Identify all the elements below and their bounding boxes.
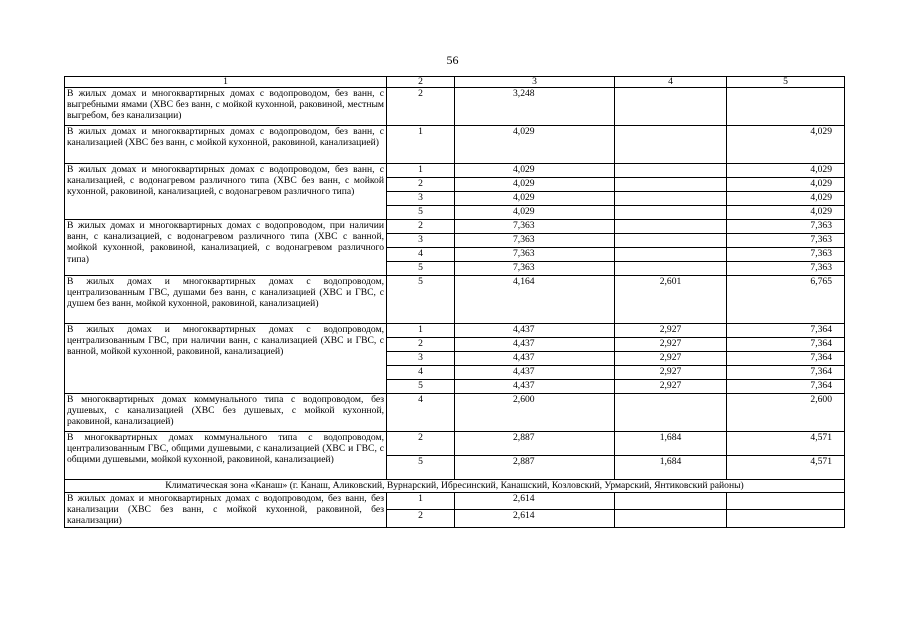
hot-water-cell: 2,927	[615, 324, 727, 338]
table-row	[65, 126, 845, 164]
housing-type-description: В жилых домах и многоквартирных домах с водопроводом, без ванн, с канализацией, с водонагревом различного типа (ХВС без ванн, с мойкой кухонной, раковиной, канализацией, с водонагревом различного типа)	[65, 164, 387, 220]
column-header-2: 2	[387, 77, 455, 88]
floors-cell: 1	[387, 126, 455, 164]
cold-water-cell: 4,437	[455, 352, 615, 366]
cold-water-cell: 4,437	[455, 338, 615, 352]
housing-type-description: В жилых домах и многоквартирных домах с водопроводом, централизованным ГВС, при наличии ванн, с канализацией (ХВС и ГВС, с ванной, мойкой кухонной, раковиной, канализацией)	[65, 324, 387, 394]
floors-cell: 2	[387, 510, 455, 527]
total-cell	[727, 510, 845, 527]
cold-water-cell: 2,614	[455, 510, 615, 527]
housing-type-description: В жилых домах и многоквартирных домах с водопроводом, без ванн, без канализации (ХВС без ванн, с мойкой кухонной, раковиной, без канализации)	[65, 493, 387, 528]
housing-type-description: В многоквартирных домах коммунального типа с водопроводом, централизованным ГВС, общими душевыми, с канализацией (ХВС и ГВС, с общими душевыми, мойкой кухонной, раковиной, канализацией)	[65, 432, 387, 480]
hot-water-cell: 1,684	[615, 432, 727, 456]
total-cell: 7,364	[727, 324, 845, 338]
header-row	[65, 77, 845, 88]
floors-cell: 3	[387, 192, 455, 206]
cold-water-cell: 4,029	[455, 192, 615, 206]
total-cell: 7,364	[727, 366, 845, 380]
hot-water-cell	[615, 394, 727, 432]
hot-water-cell: 2,927	[615, 366, 727, 380]
total-cell: 4,029	[727, 178, 845, 192]
cold-water-cell: 2,887	[455, 432, 615, 456]
total-cell: 7,363	[727, 248, 845, 262]
floors-cell: 2	[387, 338, 455, 352]
cold-water-cell: 4,029	[455, 206, 615, 220]
total-cell: 4,029	[727, 164, 845, 178]
cold-water-cell: 4,437	[455, 366, 615, 380]
floors-cell: 1	[387, 164, 455, 178]
table-row	[65, 88, 845, 126]
hot-water-cell	[615, 262, 727, 276]
total-cell: 7,363	[727, 220, 845, 234]
hot-water-cell: 2,601	[615, 276, 727, 324]
floors-cell: 5	[387, 380, 455, 394]
housing-type-description: В жилых домах и многоквартирных домах с водопроводом, централизованным ГВС, душами без ванн, с канализацией (ХВС и ГВС, с душем без ванн, мойкой кухонной, раковиной, канализацией)	[65, 276, 387, 324]
cold-water-cell: 2,614	[455, 493, 615, 510]
table-row	[65, 394, 845, 432]
floors-cell: 4	[387, 248, 455, 262]
cold-water-cell: 7,363	[455, 220, 615, 234]
total-cell: 7,363	[727, 234, 845, 248]
cold-water-cell: 2,600	[455, 394, 615, 432]
cold-water-cell: 4,164	[455, 276, 615, 324]
cold-water-cell: 4,029	[455, 126, 615, 164]
page-number: 56	[446, 53, 459, 67]
hot-water-cell: 1,684	[615, 456, 727, 480]
total-cell: 4,571	[727, 432, 845, 456]
total-cell: 7,364	[727, 352, 845, 366]
total-cell: 6,765	[727, 276, 845, 324]
hot-water-cell	[615, 178, 727, 192]
total-cell: 4,571	[727, 456, 845, 480]
hot-water-cell	[615, 192, 727, 206]
hot-water-cell	[615, 234, 727, 248]
cold-water-cell: 4,029	[455, 164, 615, 178]
hot-water-cell	[615, 220, 727, 234]
tariff-table	[64, 76, 845, 528]
total-cell: 2,600	[727, 394, 845, 432]
floors-cell: 3	[387, 352, 455, 366]
table-row	[65, 220, 845, 234]
hot-water-cell	[615, 88, 727, 126]
total-cell: 4,029	[727, 206, 845, 220]
table-row	[65, 276, 845, 324]
housing-type-description: В жилых домах и многоквартирных домах с водопроводом, без ванн, с выгребными ямами (ХВС без ванн, с мойкой кухонной, раковиной, местным выгребом, без канализации)	[65, 88, 387, 126]
column-header-3: 3	[455, 77, 615, 88]
hot-water-cell	[615, 248, 727, 262]
column-header-1: 1	[65, 77, 387, 88]
floors-cell: 5	[387, 206, 455, 220]
cold-water-cell: 7,363	[455, 248, 615, 262]
hot-water-cell	[615, 164, 727, 178]
climate-zone-heading: Климатическая зона «Канаш» (г. Канаш, Аликовский, Вурнарский, Ибресинский, Канашский, Козловский, Урмарский, Янтиковский районы)	[65, 480, 845, 493]
housing-type-description: В жилых домах и многоквартирных домах с водопроводом, при наличии ванн, с канализацией, с водонагревом различного типа (ХВС с ванной, мойкой кухонной, раковиной, канализацией, с водонагревом различного типа)	[65, 220, 387, 276]
total-cell: 7,364	[727, 380, 845, 394]
floors-cell: 5	[387, 456, 455, 480]
hot-water-cell	[615, 510, 727, 527]
hot-water-cell	[615, 493, 727, 510]
floors-cell: 4	[387, 366, 455, 380]
cold-water-cell: 4,029	[455, 178, 615, 192]
floors-cell: 5	[387, 262, 455, 276]
table-row	[65, 164, 845, 178]
table-row	[65, 493, 845, 510]
floors-cell: 2	[387, 178, 455, 192]
cold-water-cell: 4,437	[455, 324, 615, 338]
cold-water-cell: 4,437	[455, 380, 615, 394]
zone-row	[65, 480, 845, 493]
floors-cell: 1	[387, 324, 455, 338]
total-cell: 7,364	[727, 338, 845, 352]
total-cell: 4,029	[727, 192, 845, 206]
total-cell: 7,363	[727, 262, 845, 276]
hot-water-cell: 2,927	[615, 338, 727, 352]
total-cell	[727, 493, 845, 510]
floors-cell: 2	[387, 88, 455, 126]
cold-water-cell: 3,248	[455, 88, 615, 126]
cold-water-cell: 2,887	[455, 456, 615, 480]
hot-water-cell	[615, 126, 727, 164]
floors-cell: 2	[387, 432, 455, 456]
floors-cell: 1	[387, 493, 455, 510]
cold-water-cell: 7,363	[455, 262, 615, 276]
floors-cell: 3	[387, 234, 455, 248]
cold-water-cell: 7,363	[455, 234, 615, 248]
hot-water-cell: 2,927	[615, 380, 727, 394]
total-cell: 4,029	[727, 126, 845, 164]
floors-cell: 2	[387, 220, 455, 234]
total-cell	[727, 88, 845, 126]
table-row	[65, 432, 845, 456]
floors-cell: 4	[387, 394, 455, 432]
table-row	[65, 324, 845, 338]
housing-type-description: В жилых домах и многоквартирных домах с водопроводом, без ванн, с канализацией (ХВС без ванн, с мойкой кухонной, раковиной, канализацией)	[65, 126, 387, 164]
hot-water-cell: 2,927	[615, 352, 727, 366]
column-header-5: 5	[727, 77, 845, 88]
floors-cell: 5	[387, 276, 455, 324]
housing-type-description: В многоквартирных домах коммунального типа с водопроводом, без душевых, с канализацией (ХВС без душевых, с мойкой кухонной, раковиной, канализацией)	[65, 394, 387, 432]
hot-water-cell	[615, 206, 727, 220]
column-header-4: 4	[615, 77, 727, 88]
